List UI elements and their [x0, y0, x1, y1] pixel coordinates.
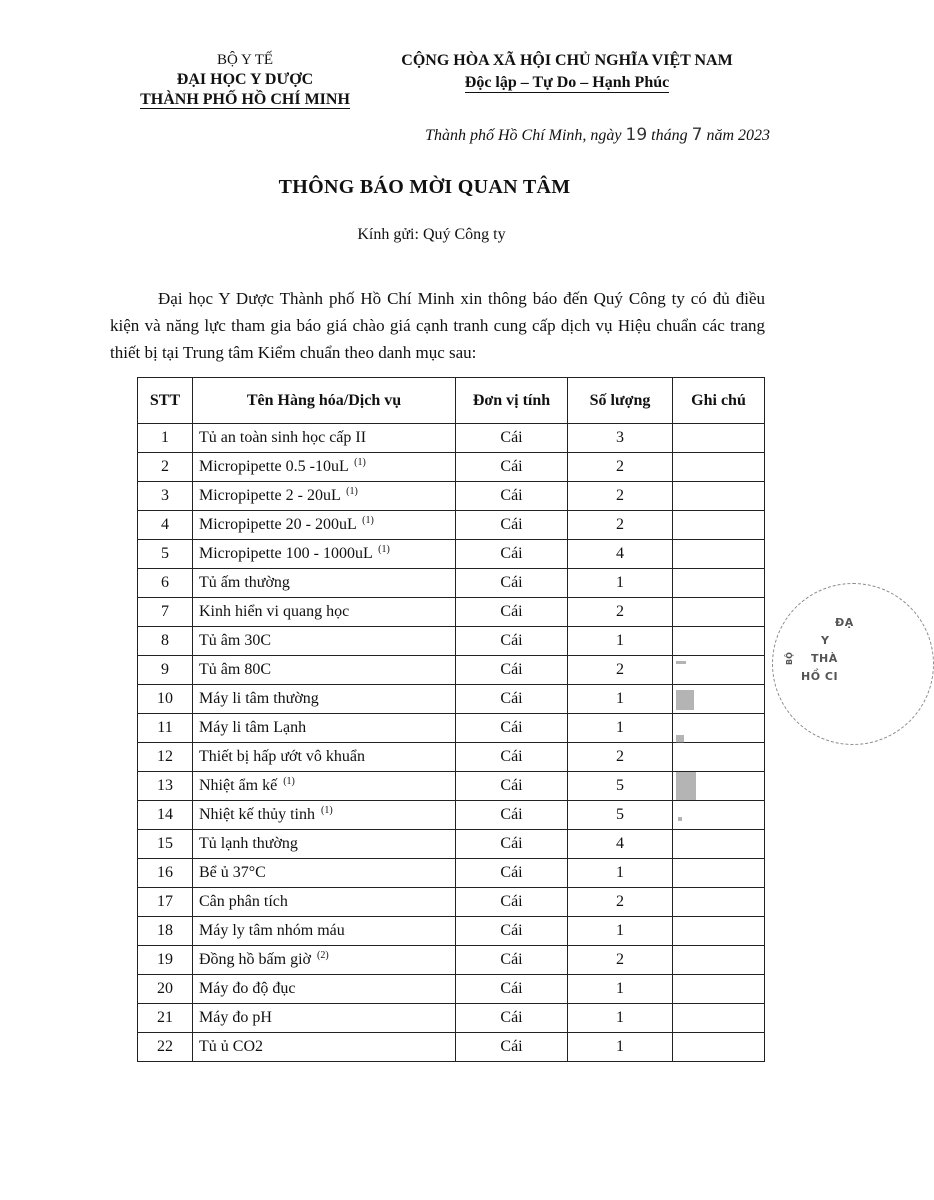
row-note	[673, 743, 765, 772]
row-stt: 5	[138, 540, 193, 569]
row-note	[673, 859, 765, 888]
row-name-text: Bể ủ 37°C	[199, 864, 266, 881]
header-left	[120, 50, 370, 110]
row-stt: 8	[138, 627, 193, 656]
table-row	[138, 511, 765, 540]
row-quantity: 2	[568, 656, 673, 685]
national-motto: Độc lập – Tự Do – Hạnh Phúc	[464, 74, 670, 91]
document-title: THÔNG BÁO MỜI QUAN TÂM	[278, 176, 571, 198]
intro-paragraph	[110, 285, 765, 366]
row-name	[193, 656, 456, 685]
table-row	[138, 569, 765, 598]
seal-side-text: BỘ	[784, 652, 794, 665]
row-note	[673, 975, 765, 1004]
intro-text: Đại học Y Dược Thành phố Hồ Chí Minh xin thông báo đến Quý Công ty có đủ điều kiện và năng lực tham gia báo giá chào giá cạnh tranh cung cấp dịch vụ Hiệu chuẩn các trang thiết bị tại Trung tâm Kiểm chuẩn theo danh mục sau:	[110, 289, 765, 362]
row-unit: Cái	[456, 1033, 568, 1062]
table-row	[138, 656, 765, 685]
row-name-text: Máy li tâm thường	[199, 690, 319, 707]
row-note	[673, 569, 765, 598]
table-body	[138, 424, 765, 1062]
row-note	[673, 1033, 765, 1062]
row-name	[193, 975, 456, 1004]
row-quantity: 2	[568, 598, 673, 627]
row-note	[673, 656, 765, 685]
seal-line: HỒ CI	[801, 670, 839, 683]
ink-mark	[676, 661, 686, 664]
row-quantity: 4	[568, 830, 673, 859]
republic-name: CỘNG HÒA XÃ HỘI CHỦ NGHĨA VIỆT NAM	[401, 52, 733, 69]
row-stt: 12	[138, 743, 193, 772]
row-name	[193, 511, 456, 540]
date-day: 19	[625, 125, 648, 145]
row-name	[193, 453, 456, 482]
row-name	[193, 743, 456, 772]
row-note	[673, 598, 765, 627]
row-quantity: 2	[568, 743, 673, 772]
row-quantity: 1	[568, 627, 673, 656]
date-month: 7	[691, 125, 703, 145]
row-unit: Cái	[456, 801, 568, 830]
row-unit: Cái	[456, 714, 568, 743]
row-stt: 4	[138, 511, 193, 540]
row-footnote: (1)	[283, 775, 295, 787]
row-unit: Cái	[456, 453, 568, 482]
table-row	[138, 801, 765, 830]
row-quantity: 1	[568, 975, 673, 1004]
row-stt: 19	[138, 946, 193, 975]
row-unit: Cái	[456, 975, 568, 1004]
official-seal	[772, 583, 934, 745]
row-stt: 11	[138, 714, 193, 743]
row-stt: 21	[138, 1004, 193, 1033]
seal-line: Y	[821, 634, 830, 647]
row-name	[193, 859, 456, 888]
ink-mark	[676, 690, 694, 710]
row-note	[673, 1004, 765, 1033]
row-stt: 18	[138, 917, 193, 946]
row-name	[193, 598, 456, 627]
row-name	[193, 772, 456, 801]
row-stt: 13	[138, 772, 193, 801]
row-stt: 2	[138, 453, 193, 482]
row-stt: 20	[138, 975, 193, 1004]
row-quantity: 1	[568, 1004, 673, 1033]
seal-text	[801, 614, 854, 686]
row-stt: 14	[138, 801, 193, 830]
row-note	[673, 453, 765, 482]
row-unit: Cái	[456, 830, 568, 859]
row-name	[193, 569, 456, 598]
row-name-text: Nhiệt kế thủy tinh	[199, 806, 315, 823]
table-row	[138, 859, 765, 888]
row-name	[193, 714, 456, 743]
row-name-text: Máy li tâm Lạnh	[199, 719, 307, 736]
row-note	[673, 714, 765, 743]
row-footnote: (1)	[362, 514, 374, 526]
university-city-text: THÀNH PHỐ HỒ CHÍ MINH	[140, 91, 350, 108]
row-name	[193, 801, 456, 830]
row-quantity: 1	[568, 1033, 673, 1062]
table-row	[138, 946, 765, 975]
greeting: Kính gửi: Quý Công ty	[357, 226, 506, 243]
table-row	[138, 888, 765, 917]
row-stt: 3	[138, 482, 193, 511]
row-footnote: (2)	[317, 949, 329, 961]
row-stt: 22	[138, 1033, 193, 1062]
header-quantity: Số lượng	[568, 378, 673, 424]
table-row	[138, 482, 765, 511]
table-row	[138, 772, 765, 801]
row-name-text: Micropipette 100 - 1000uL	[199, 545, 373, 562]
row-quantity: 2	[568, 453, 673, 482]
row-quantity: 1	[568, 714, 673, 743]
row-name-text: Tủ an toàn sinh học cấp II	[199, 429, 367, 446]
university-city	[120, 90, 370, 110]
row-name-text: Tủ lạnh thường	[199, 835, 298, 852]
row-name-text: Thiết bị hấp ướt vô khuẩn	[199, 748, 365, 765]
row-stt: 1	[138, 424, 193, 453]
row-unit: Cái	[456, 656, 568, 685]
seal-line: ĐẠ	[835, 616, 854, 629]
row-name-text: Nhiệt ẩm kế	[199, 777, 278, 794]
row-stt: 9	[138, 656, 193, 685]
row-note	[673, 946, 765, 975]
row-stt: 10	[138, 685, 193, 714]
row-note	[673, 801, 765, 830]
row-name-text: Đồng hồ bấm giờ	[199, 951, 312, 968]
row-unit: Cái	[456, 859, 568, 888]
document-date	[360, 125, 770, 145]
row-name-text: Máy đo độ đục	[199, 980, 296, 997]
row-name-text: Máy đo pH	[199, 1009, 272, 1026]
table-row	[138, 975, 765, 1004]
table-row	[138, 714, 765, 743]
header-unit: Đơn vị tính	[456, 378, 568, 424]
ministry-name: BỘ Y TẾ	[216, 52, 274, 68]
ink-mark	[676, 735, 684, 743]
row-unit: Cái	[456, 685, 568, 714]
table-row	[138, 1004, 765, 1033]
row-name-text: Micropipette 2 - 20uL	[199, 487, 341, 504]
row-unit: Cái	[456, 482, 568, 511]
row-note	[673, 540, 765, 569]
table-row	[138, 540, 765, 569]
row-footnote: (1)	[354, 456, 366, 468]
seal-line: THÀ	[811, 652, 838, 665]
row-unit: Cái	[456, 540, 568, 569]
row-footnote: (1)	[346, 485, 358, 497]
row-unit: Cái	[456, 888, 568, 917]
row-unit: Cái	[456, 627, 568, 656]
row-name	[193, 424, 456, 453]
row-quantity: 1	[568, 685, 673, 714]
row-quantity: 3	[568, 424, 673, 453]
row-unit: Cái	[456, 772, 568, 801]
table-row	[138, 424, 765, 453]
row-note	[673, 627, 765, 656]
row-footnote: (1)	[378, 543, 390, 555]
row-name	[193, 1033, 456, 1062]
row-name-text: Tủ ấm thường	[199, 574, 290, 591]
row-unit: Cái	[456, 946, 568, 975]
ink-mark	[676, 772, 696, 800]
date-year: năm 2023	[706, 127, 770, 144]
header-note: Ghi chú	[673, 378, 765, 424]
row-quantity: 2	[568, 482, 673, 511]
date-prefix: Thành phố Hồ Chí Minh, ngày	[425, 127, 622, 144]
row-unit: Cái	[456, 511, 568, 540]
row-name	[193, 627, 456, 656]
row-name-text: Cân phân tích	[199, 893, 288, 910]
row-note	[673, 482, 765, 511]
row-name	[193, 830, 456, 859]
row-name	[193, 1004, 456, 1033]
row-name	[193, 540, 456, 569]
row-quantity: 2	[568, 511, 673, 540]
row-note	[673, 888, 765, 917]
row-name-text: Kinh hiển vi quang học	[199, 603, 350, 620]
row-note	[673, 917, 765, 946]
table-row	[138, 453, 765, 482]
table-row	[138, 1033, 765, 1062]
row-note	[673, 830, 765, 859]
row-name-text: Micropipette 0.5 -10uL	[199, 458, 349, 475]
row-unit: Cái	[456, 598, 568, 627]
row-name	[193, 685, 456, 714]
row-name	[193, 946, 456, 975]
equipment-table	[137, 377, 765, 1062]
ink-mark	[678, 817, 682, 821]
row-unit: Cái	[456, 569, 568, 598]
university-name: ĐẠI HỌC Y DƯỢC	[176, 71, 314, 88]
row-name-text: Tủ âm 80C	[199, 661, 271, 678]
row-quantity: 4	[568, 540, 673, 569]
row-name-text: Tủ âm 30C	[199, 632, 271, 649]
row-quantity: 1	[568, 917, 673, 946]
row-unit: Cái	[456, 743, 568, 772]
row-name	[193, 482, 456, 511]
row-note	[673, 511, 765, 540]
row-quantity: 1	[568, 859, 673, 888]
row-stt: 15	[138, 830, 193, 859]
date-month-label: tháng	[651, 127, 688, 144]
row-name-text: Micropipette 20 - 200uL	[199, 516, 357, 533]
row-stt: 6	[138, 569, 193, 598]
table-row	[138, 627, 765, 656]
row-unit: Cái	[456, 917, 568, 946]
table-row	[138, 830, 765, 859]
row-quantity: 2	[568, 946, 673, 975]
header-stt: STT	[138, 378, 193, 424]
header-right	[372, 50, 762, 94]
row-name-text: Tủ ủ CO2	[199, 1038, 263, 1055]
row-quantity: 5	[568, 801, 673, 830]
row-unit: Cái	[456, 424, 568, 453]
row-stt: 17	[138, 888, 193, 917]
row-quantity: 1	[568, 569, 673, 598]
table-row	[138, 685, 765, 714]
table-header-row	[138, 378, 765, 424]
row-note	[673, 424, 765, 453]
row-quantity: 5	[568, 772, 673, 801]
row-footnote: (1)	[320, 804, 333, 816]
header-name: Tên Hàng hóa/Dịch vụ	[193, 378, 456, 424]
table-row	[138, 917, 765, 946]
row-name	[193, 888, 456, 917]
row-stt: 16	[138, 859, 193, 888]
table-row	[138, 598, 765, 627]
row-name-text: Máy ly tâm nhóm máu	[199, 922, 345, 939]
row-name	[193, 917, 456, 946]
row-stt: 7	[138, 598, 193, 627]
table-row	[138, 743, 765, 772]
row-quantity: 2	[568, 888, 673, 917]
row-unit: Cái	[456, 1004, 568, 1033]
